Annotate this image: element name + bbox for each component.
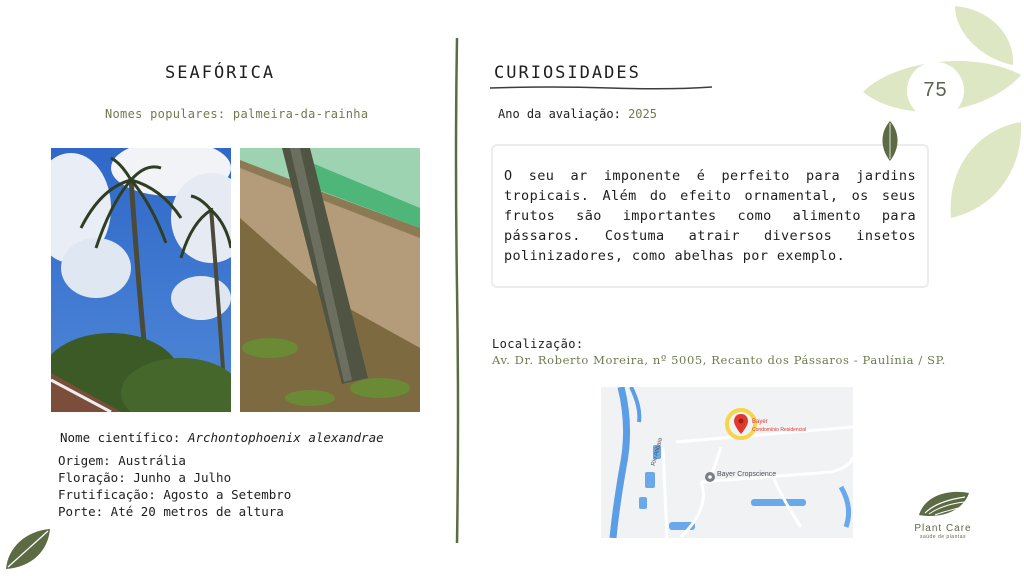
palm-trunk-photo xyxy=(240,148,420,412)
map-place-sub: Condomínio Residencial xyxy=(752,427,807,433)
fruiting: Frutificação: Agosto a Setembro xyxy=(58,487,292,502)
popular-names: Nomes populares: palmeira-da-rainha xyxy=(105,107,369,121)
scientific-label: Nome científico: xyxy=(60,430,181,445)
small-leaf-icon xyxy=(879,121,901,161)
plant-title: SEAFÓRICA xyxy=(165,63,276,83)
plant-details xyxy=(58,452,291,520)
evaluation-label: Ano da avaliação: xyxy=(498,107,621,121)
evaluation-year: 2025 xyxy=(628,107,657,121)
map-pin-icon[interactable] xyxy=(734,414,748,438)
curiosities-title: CURIOSIDADES xyxy=(494,63,641,83)
page-divider xyxy=(454,38,460,543)
evaluation-year-line xyxy=(498,106,657,123)
brand-logo xyxy=(904,487,982,540)
flowering: Floração: Junho a Julho xyxy=(58,470,232,485)
palm-sky-photo xyxy=(51,148,231,412)
curiosity-text: O seu ar imponente é perfeito para jardins tropicais. Além do efeito ornamental, os seus frutos são importantes como alimento para pássaros. Costuma atrair diversos insetos polinizadores, como abelhas por exemplo. xyxy=(504,168,916,264)
scientific-name-line xyxy=(60,429,384,446)
brand-name: Plant Care xyxy=(914,523,972,534)
map-place-pin-icon xyxy=(705,469,715,488)
brand-leaf-icon xyxy=(915,487,971,519)
title-underline xyxy=(490,85,712,91)
brand-tagline: saúde de plantas xyxy=(919,534,967,540)
map-place-main: Bayer xyxy=(752,419,768,425)
origin: Origem: Austrália xyxy=(58,453,186,468)
map-place-secondary: Bayer Cropscience xyxy=(717,471,777,478)
size: Porte: Até 20 metros de altura xyxy=(58,504,284,519)
scientific-name: Archontophoenix alexandrae xyxy=(187,430,384,445)
map-road-label: Rio Atibaia xyxy=(650,437,664,467)
location-map[interactable] xyxy=(601,387,853,538)
location-address: Av. Dr. Roberto Moreira, nº 5005, Recanto dos Pássaros - Paulínia / SP. xyxy=(492,353,946,367)
page-number: 75 xyxy=(907,62,964,119)
leaf-icon xyxy=(4,527,52,571)
location-label: Localização: xyxy=(492,337,584,351)
